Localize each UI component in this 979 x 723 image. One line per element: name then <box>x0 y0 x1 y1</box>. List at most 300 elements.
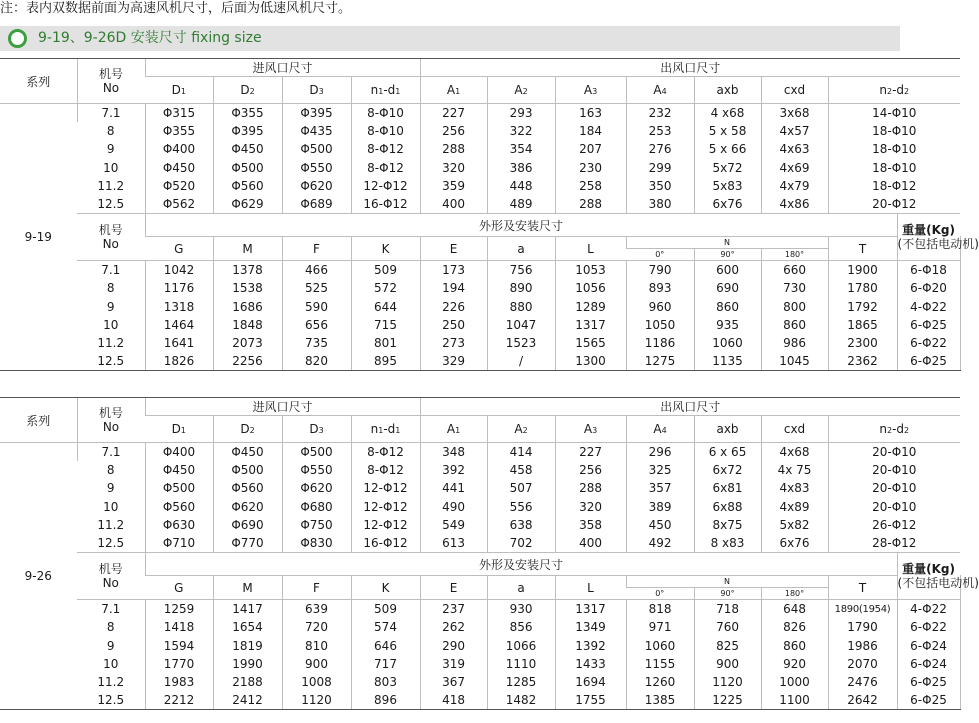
table-cell: 296 <box>626 443 694 462</box>
table-cell: 930 <box>487 600 555 619</box>
table-cell: 2642 <box>828 691 897 710</box>
n-header: N <box>626 576 828 588</box>
model-header <box>77 59 145 104</box>
table-cell: 600 <box>694 261 761 280</box>
table-cell: 319 <box>420 655 487 673</box>
table-cell: Φ500 <box>213 159 282 177</box>
outline-col-f: F <box>282 576 351 600</box>
n-angle-1: 90° <box>694 588 761 600</box>
table-cell: 237 <box>420 600 487 619</box>
table-cell: 638 <box>487 516 555 534</box>
model-header-top: 机号 <box>98 562 123 577</box>
table-cell: 1186 <box>626 334 694 352</box>
inlet-col-d1: D1 <box>145 77 213 104</box>
table-cell: 232 <box>626 104 694 123</box>
table-cell: 4x63 <box>761 140 828 158</box>
table-cell: 730 <box>761 279 828 297</box>
table-cell: 5x72 <box>694 159 761 177</box>
table-cell: 258 <box>555 177 626 195</box>
n-angle-2: 180° <box>761 588 828 600</box>
model-header-bottom: No <box>102 420 120 434</box>
table-cell: 1417 <box>213 600 282 619</box>
table-cell: 450 <box>626 516 694 534</box>
table-cell: Φ435 <box>282 122 351 140</box>
table-cell: 250 <box>420 316 487 334</box>
table-cell: 1047 <box>487 316 555 334</box>
table-cell: Φ710 <box>145 534 213 553</box>
table-cell: 1120 <box>282 691 351 710</box>
table-cell: 12-Φ12 <box>351 516 420 534</box>
table-cell: 715 <box>351 316 420 334</box>
outline-col-e: E <box>420 237 487 261</box>
table-cell: 10 <box>103 160 119 175</box>
series-header: 系列 <box>0 59 77 104</box>
table-row <box>0 691 960 710</box>
table-cell: 1155 <box>626 655 694 673</box>
table-cell: 880 <box>487 298 555 316</box>
table-cell: 4-Φ22 <box>897 600 960 619</box>
outlet-col-a4: A4 <box>626 416 694 443</box>
table-cell: 1418 <box>145 618 213 636</box>
table-cell: 8 <box>106 124 115 139</box>
spec-table-9-19 <box>0 58 979 371</box>
inlet-col-n1-d1: n1-d1 <box>351 77 420 104</box>
table-cell: 525 <box>282 279 351 297</box>
model-header-top: 机号 <box>98 223 123 238</box>
table-cell: 1990 <box>213 655 282 673</box>
table-cell: 1641 <box>145 334 213 352</box>
table-cell: 2073 <box>213 334 282 352</box>
table-cell: 2212 <box>145 691 213 710</box>
outline-size-header: 外形及安装尺寸 <box>145 214 897 237</box>
table-cell: 900 <box>282 655 351 673</box>
table-cell: 2070 <box>828 655 897 673</box>
table-cell: 1770 <box>145 655 213 673</box>
outlet-col-a3: A3 <box>555 77 626 104</box>
model-header-bottom: No <box>102 237 119 252</box>
table-cell: 359 <box>420 177 487 195</box>
outlet-col-n2-d2: n2-d2 <box>828 77 960 104</box>
table-cell: 348 <box>420 443 487 462</box>
table-cell: 380 <box>626 195 694 214</box>
table-cell: 639 <box>282 600 351 619</box>
table-cell: 1000 <box>761 673 828 691</box>
table-cell: 1433 <box>555 655 626 673</box>
table-cell: 288 <box>420 140 487 158</box>
outlet-size-header: 出风口尺寸 <box>420 59 960 77</box>
table-cell: Φ560 <box>145 498 213 516</box>
table-cell: 1100 <box>761 691 828 710</box>
table-cell: 256 <box>555 461 626 479</box>
table-cell: 12-Φ12 <box>351 177 420 195</box>
table-cell: Φ355 <box>145 122 213 140</box>
table-cell: 458 <box>487 461 555 479</box>
table-cell: 1300 <box>555 352 626 371</box>
inlet-col-n1-d1: n1-d1 <box>351 416 420 443</box>
table-cell: 2362 <box>828 352 897 371</box>
table-cell: 194 <box>420 279 487 297</box>
table-cell: 18-Φ10 <box>828 122 960 140</box>
table-cell: 11.2 <box>97 674 125 689</box>
table-cell: 256 <box>420 122 487 140</box>
table-cell: 1790 <box>828 618 897 636</box>
table-cell: Φ620 <box>282 177 351 195</box>
section-title-bar <box>0 26 900 51</box>
table-cell: Φ355 <box>213 104 282 123</box>
table-cell: 12.5 <box>77 691 145 710</box>
table-cell: 6-Φ18 <box>897 261 960 280</box>
table-cell: 648 <box>761 600 828 619</box>
table-cell: 7.1 <box>77 261 145 280</box>
table-cell: 6x76 <box>761 534 828 553</box>
table-cell: Φ689 <box>282 195 351 214</box>
table-cell: 1848 <box>213 316 282 334</box>
table-cell: 1865 <box>828 316 897 334</box>
inlet-col-d2: D2 <box>213 416 282 443</box>
table-cell: Φ450 <box>145 461 213 479</box>
table-cell: 288 <box>555 479 626 497</box>
table-cell: Φ450 <box>145 159 213 177</box>
table-cell: 896 <box>351 691 420 710</box>
table-cell: 720 <box>282 618 351 636</box>
table-cell: 20-Φ10 <box>828 498 960 516</box>
table-cell: 8 <box>106 463 115 478</box>
outline-col-f: F <box>282 237 351 261</box>
table-cell: 10 <box>103 317 119 332</box>
table-cell: 2188 <box>213 673 282 691</box>
table-row <box>0 279 960 297</box>
table-cell: 1755 <box>555 691 626 710</box>
table-cell: 8-Φ10 <box>351 122 420 140</box>
table-cell: 893 <box>626 279 694 297</box>
table-cell: 9 <box>106 638 115 653</box>
table-cell: 6-Φ24 <box>897 655 960 673</box>
table-cell: 8-Φ12 <box>351 461 420 479</box>
circle-icon <box>8 29 27 48</box>
table-row <box>0 443 960 462</box>
table-cell: 986 <box>761 334 828 352</box>
table-cell: 4x89 <box>761 498 828 516</box>
table-cell: / <box>487 352 555 371</box>
table-cell: Φ395 <box>213 122 282 140</box>
table-row <box>0 334 960 352</box>
table-cell: Φ450 <box>213 140 282 158</box>
table-cell: 1285 <box>487 673 555 691</box>
table-cell: 358 <box>555 516 626 534</box>
table-cell: 8-Φ12 <box>351 443 420 462</box>
table-cell: 290 <box>420 637 487 655</box>
table-cell: 5 x 58 <box>694 122 761 140</box>
table-cell: 492 <box>626 534 694 553</box>
table-cell: 6x76 <box>694 195 761 214</box>
table-cell: 1259 <box>145 600 213 619</box>
table-cell: 7.1 <box>77 104 145 123</box>
table-row <box>0 104 960 123</box>
table-cell: 8x75 <box>694 516 761 534</box>
table-cell: 320 <box>555 498 626 516</box>
table-row <box>0 498 960 516</box>
outline-col-g: G <box>145 576 213 600</box>
weight-header-bottom: (不包括电动机) <box>897 237 979 252</box>
table-cell: 6x72 <box>694 461 761 479</box>
table-cell: 4x79 <box>761 177 828 195</box>
table-cell: 920 <box>761 655 828 673</box>
table-cell: 860 <box>761 637 828 655</box>
table-row <box>0 298 960 316</box>
table-cell: 1464 <box>145 316 213 334</box>
model-header <box>77 398 145 443</box>
table-cell: Φ629 <box>213 195 282 214</box>
table-cell: 320 <box>420 159 487 177</box>
table-cell: 20-Φ10 <box>828 479 960 497</box>
table-cell: Φ630 <box>145 516 213 534</box>
table-cell: 230 <box>555 159 626 177</box>
table-cell: 400 <box>555 534 626 553</box>
table-row <box>0 195 960 214</box>
table-cell: 1565 <box>555 334 626 352</box>
table-cell: 8-Φ12 <box>351 159 420 177</box>
table-cell: 1594 <box>145 637 213 655</box>
weight-header <box>897 214 979 261</box>
weight-header-top: 重量(Kg) <box>902 562 955 577</box>
table-cell: 14-Φ10 <box>828 104 960 123</box>
table-row <box>0 177 960 195</box>
table-row <box>0 479 960 497</box>
table-cell: 12-Φ12 <box>351 479 420 497</box>
outlet-col-a1: A1 <box>420 416 487 443</box>
table-cell: 4x 75 <box>761 461 828 479</box>
table-cell: 262 <box>420 618 487 636</box>
outline-col-m: M <box>213 237 282 261</box>
table-cell: 9 <box>106 481 115 496</box>
table-cell: 6-Φ24 <box>897 637 960 655</box>
n-angle-2: 180° <box>761 249 828 261</box>
table-cell: 8 <box>106 620 115 635</box>
outlet-col-a4: A4 <box>626 77 694 104</box>
table-cell: Φ520 <box>145 177 213 195</box>
table-cell: 6-Φ25 <box>897 691 960 710</box>
table-cell: 1686 <box>213 298 282 316</box>
table-cell: 1890(1954) <box>828 600 897 619</box>
table-cell: 1826 <box>145 352 213 371</box>
table-cell: 4x68 <box>761 443 828 462</box>
table-cell: Φ560 <box>213 479 282 497</box>
outline-col-m: M <box>213 576 282 600</box>
table-cell: 276 <box>626 140 694 158</box>
table-cell: 441 <box>420 479 487 497</box>
table-cell: 367 <box>420 673 487 691</box>
table-cell: 1694 <box>555 673 626 691</box>
table-row <box>0 673 960 691</box>
outlet-col-axb: axb <box>694 416 761 443</box>
table-cell: 509 <box>351 261 420 280</box>
table-cell: 5 x 66 <box>694 140 761 158</box>
table-cell: 18-Φ12 <box>828 177 960 195</box>
series-label: 9-26 <box>0 443 77 710</box>
table-cell: 613 <box>420 534 487 553</box>
table-cell: 1378 <box>213 261 282 280</box>
table-cell: 8-Φ12 <box>351 140 420 158</box>
section-title: 9-19、9-26D 安装尺寸 fixing size <box>38 30 262 46</box>
table-cell: 790 <box>626 261 694 280</box>
table-cell: 163 <box>555 104 626 123</box>
table-cell: 1392 <box>555 637 626 655</box>
table-cell: 1289 <box>555 298 626 316</box>
model-header-top: 机号 <box>98 67 123 81</box>
table-cell: 810 <box>282 637 351 655</box>
table-cell: 825 <box>694 637 761 655</box>
table-cell: 386 <box>487 159 555 177</box>
model-header-bottom: No <box>102 81 120 95</box>
table-cell: 507 <box>487 479 555 497</box>
table-cell: 2300 <box>828 334 897 352</box>
table-cell: 329 <box>420 352 487 371</box>
table-cell: 644 <box>351 298 420 316</box>
table-cell: 173 <box>420 261 487 280</box>
table-cell: 1780 <box>828 279 897 297</box>
table-cell: 572 <box>351 279 420 297</box>
table-cell: 7.1 <box>77 443 145 462</box>
outlet-col-a1: A1 <box>420 77 487 104</box>
table-cell: Φ550 <box>282 461 351 479</box>
model-header-2 <box>77 553 145 600</box>
table-cell: Φ395 <box>282 104 351 123</box>
table-cell: 207 <box>555 140 626 158</box>
outlet-size-header: 出风口尺寸 <box>420 398 960 416</box>
table-cell: 11.2 <box>97 178 125 193</box>
table-cell: 10 <box>103 499 119 514</box>
table-cell: Φ690 <box>213 516 282 534</box>
table-cell: 1986 <box>828 637 897 655</box>
outline-col-t: T <box>828 237 897 261</box>
table-cell: 1523 <box>487 334 555 352</box>
table-cell: 1983 <box>145 673 213 691</box>
outlet-col-cxd: cxd <box>761 416 828 443</box>
n-angle-0: 0° <box>626 249 694 261</box>
outline-col-l: L <box>555 237 626 261</box>
table-cell: 1260 <box>626 673 694 691</box>
table-row <box>0 516 960 534</box>
outline-col-e: E <box>420 576 487 600</box>
table-cell: 322 <box>487 122 555 140</box>
table-cell: 860 <box>761 316 828 334</box>
table-cell: 11.2 <box>97 335 125 350</box>
table-cell: 489 <box>487 195 555 214</box>
table-cell: 6-Φ25 <box>897 673 960 691</box>
table-cell: 414 <box>487 443 555 462</box>
model-header-bottom: No <box>102 576 119 591</box>
table-cell: 1900 <box>828 261 897 280</box>
table-cell: 3x68 <box>761 104 828 123</box>
table-cell: 895 <box>351 352 420 371</box>
table-cell: 1008 <box>282 673 351 691</box>
table-cell: 803 <box>351 673 420 691</box>
table-cell: 818 <box>626 600 694 619</box>
table-cell: 6 x 65 <box>694 443 761 462</box>
table-cell: 12.5 <box>77 352 145 371</box>
table-cell: 6x88 <box>694 498 761 516</box>
table-cell: Φ750 <box>282 516 351 534</box>
table-cell: 590 <box>282 298 351 316</box>
table-cell: 1317 <box>555 600 626 619</box>
table-cell: 1225 <box>694 691 761 710</box>
n-header: N <box>626 237 828 249</box>
table-cell: Φ562 <box>145 195 213 214</box>
outline-col-k: K <box>351 576 420 600</box>
table-cell: 756 <box>487 261 555 280</box>
outline-col-k: K <box>351 237 420 261</box>
table-cell: 288 <box>555 195 626 214</box>
table-cell: 2412 <box>213 691 282 710</box>
table-cell: 184 <box>555 122 626 140</box>
outlet-col-a2: A2 <box>487 416 555 443</box>
table-cell: Φ500 <box>282 140 351 158</box>
table-cell: 12.5 <box>97 197 125 212</box>
table-cell: Φ500 <box>145 479 213 497</box>
table-cell: 1482 <box>487 691 555 710</box>
table-cell: 574 <box>351 618 420 636</box>
table-cell: Φ830 <box>282 534 351 553</box>
table-cell: 1275 <box>626 352 694 371</box>
table-cell: Φ620 <box>282 479 351 497</box>
table-cell: Φ500 <box>282 443 351 462</box>
table-cell: 971 <box>626 618 694 636</box>
table-cell: Φ680 <box>282 498 351 516</box>
table-cell: 6x81 <box>694 479 761 497</box>
table-cell: 1135 <box>694 352 761 371</box>
table-cell: 690 <box>694 279 761 297</box>
table-cell: 800 <box>761 298 828 316</box>
table-cell: 1385 <box>626 691 694 710</box>
table-cell: 549 <box>420 516 487 534</box>
table-cell: 299 <box>626 159 694 177</box>
table-cell: 1120 <box>694 673 761 691</box>
table-cell: 400 <box>420 195 487 214</box>
table-cell: 1538 <box>213 279 282 297</box>
table-cell: 12-Φ12 <box>351 498 420 516</box>
table-cell: 1066 <box>487 637 555 655</box>
outline-col-a: a <box>487 576 555 600</box>
table-cell: 389 <box>626 498 694 516</box>
table-cell: 4x69 <box>761 159 828 177</box>
table-cell: 227 <box>420 104 487 123</box>
outlet-col-cxd: cxd <box>761 77 828 104</box>
table-cell: 8 x83 <box>694 534 761 553</box>
inlet-size-header: 进风口尺寸 <box>145 398 420 416</box>
table-cell: 8 <box>106 281 115 296</box>
table-cell: 760 <box>694 618 761 636</box>
table-cell: 900 <box>694 655 761 673</box>
table-cell: 6-Φ25 <box>897 316 960 334</box>
outlet-col-a3: A3 <box>555 416 626 443</box>
table-cell: 12.5 <box>97 536 125 551</box>
table-cell: 5x82 <box>761 516 828 534</box>
table-cell: 1654 <box>213 618 282 636</box>
weight-header-top: 重量(Kg) <box>902 223 955 238</box>
table-cell: 293 <box>487 104 555 123</box>
table-row <box>0 600 960 619</box>
outlet-col-axb: axb <box>694 77 761 104</box>
inlet-col-d1: D1 <box>145 416 213 443</box>
table-cell: 26-Φ12 <box>828 516 960 534</box>
table-cell: 20-Φ10 <box>828 461 960 479</box>
table-cell: 1053 <box>555 261 626 280</box>
table-cell: 646 <box>351 637 420 655</box>
table-cell: 890 <box>487 279 555 297</box>
outline-col-t: T <box>828 576 897 600</box>
table-cell: 28-Φ12 <box>828 534 960 553</box>
table-row <box>0 461 960 479</box>
